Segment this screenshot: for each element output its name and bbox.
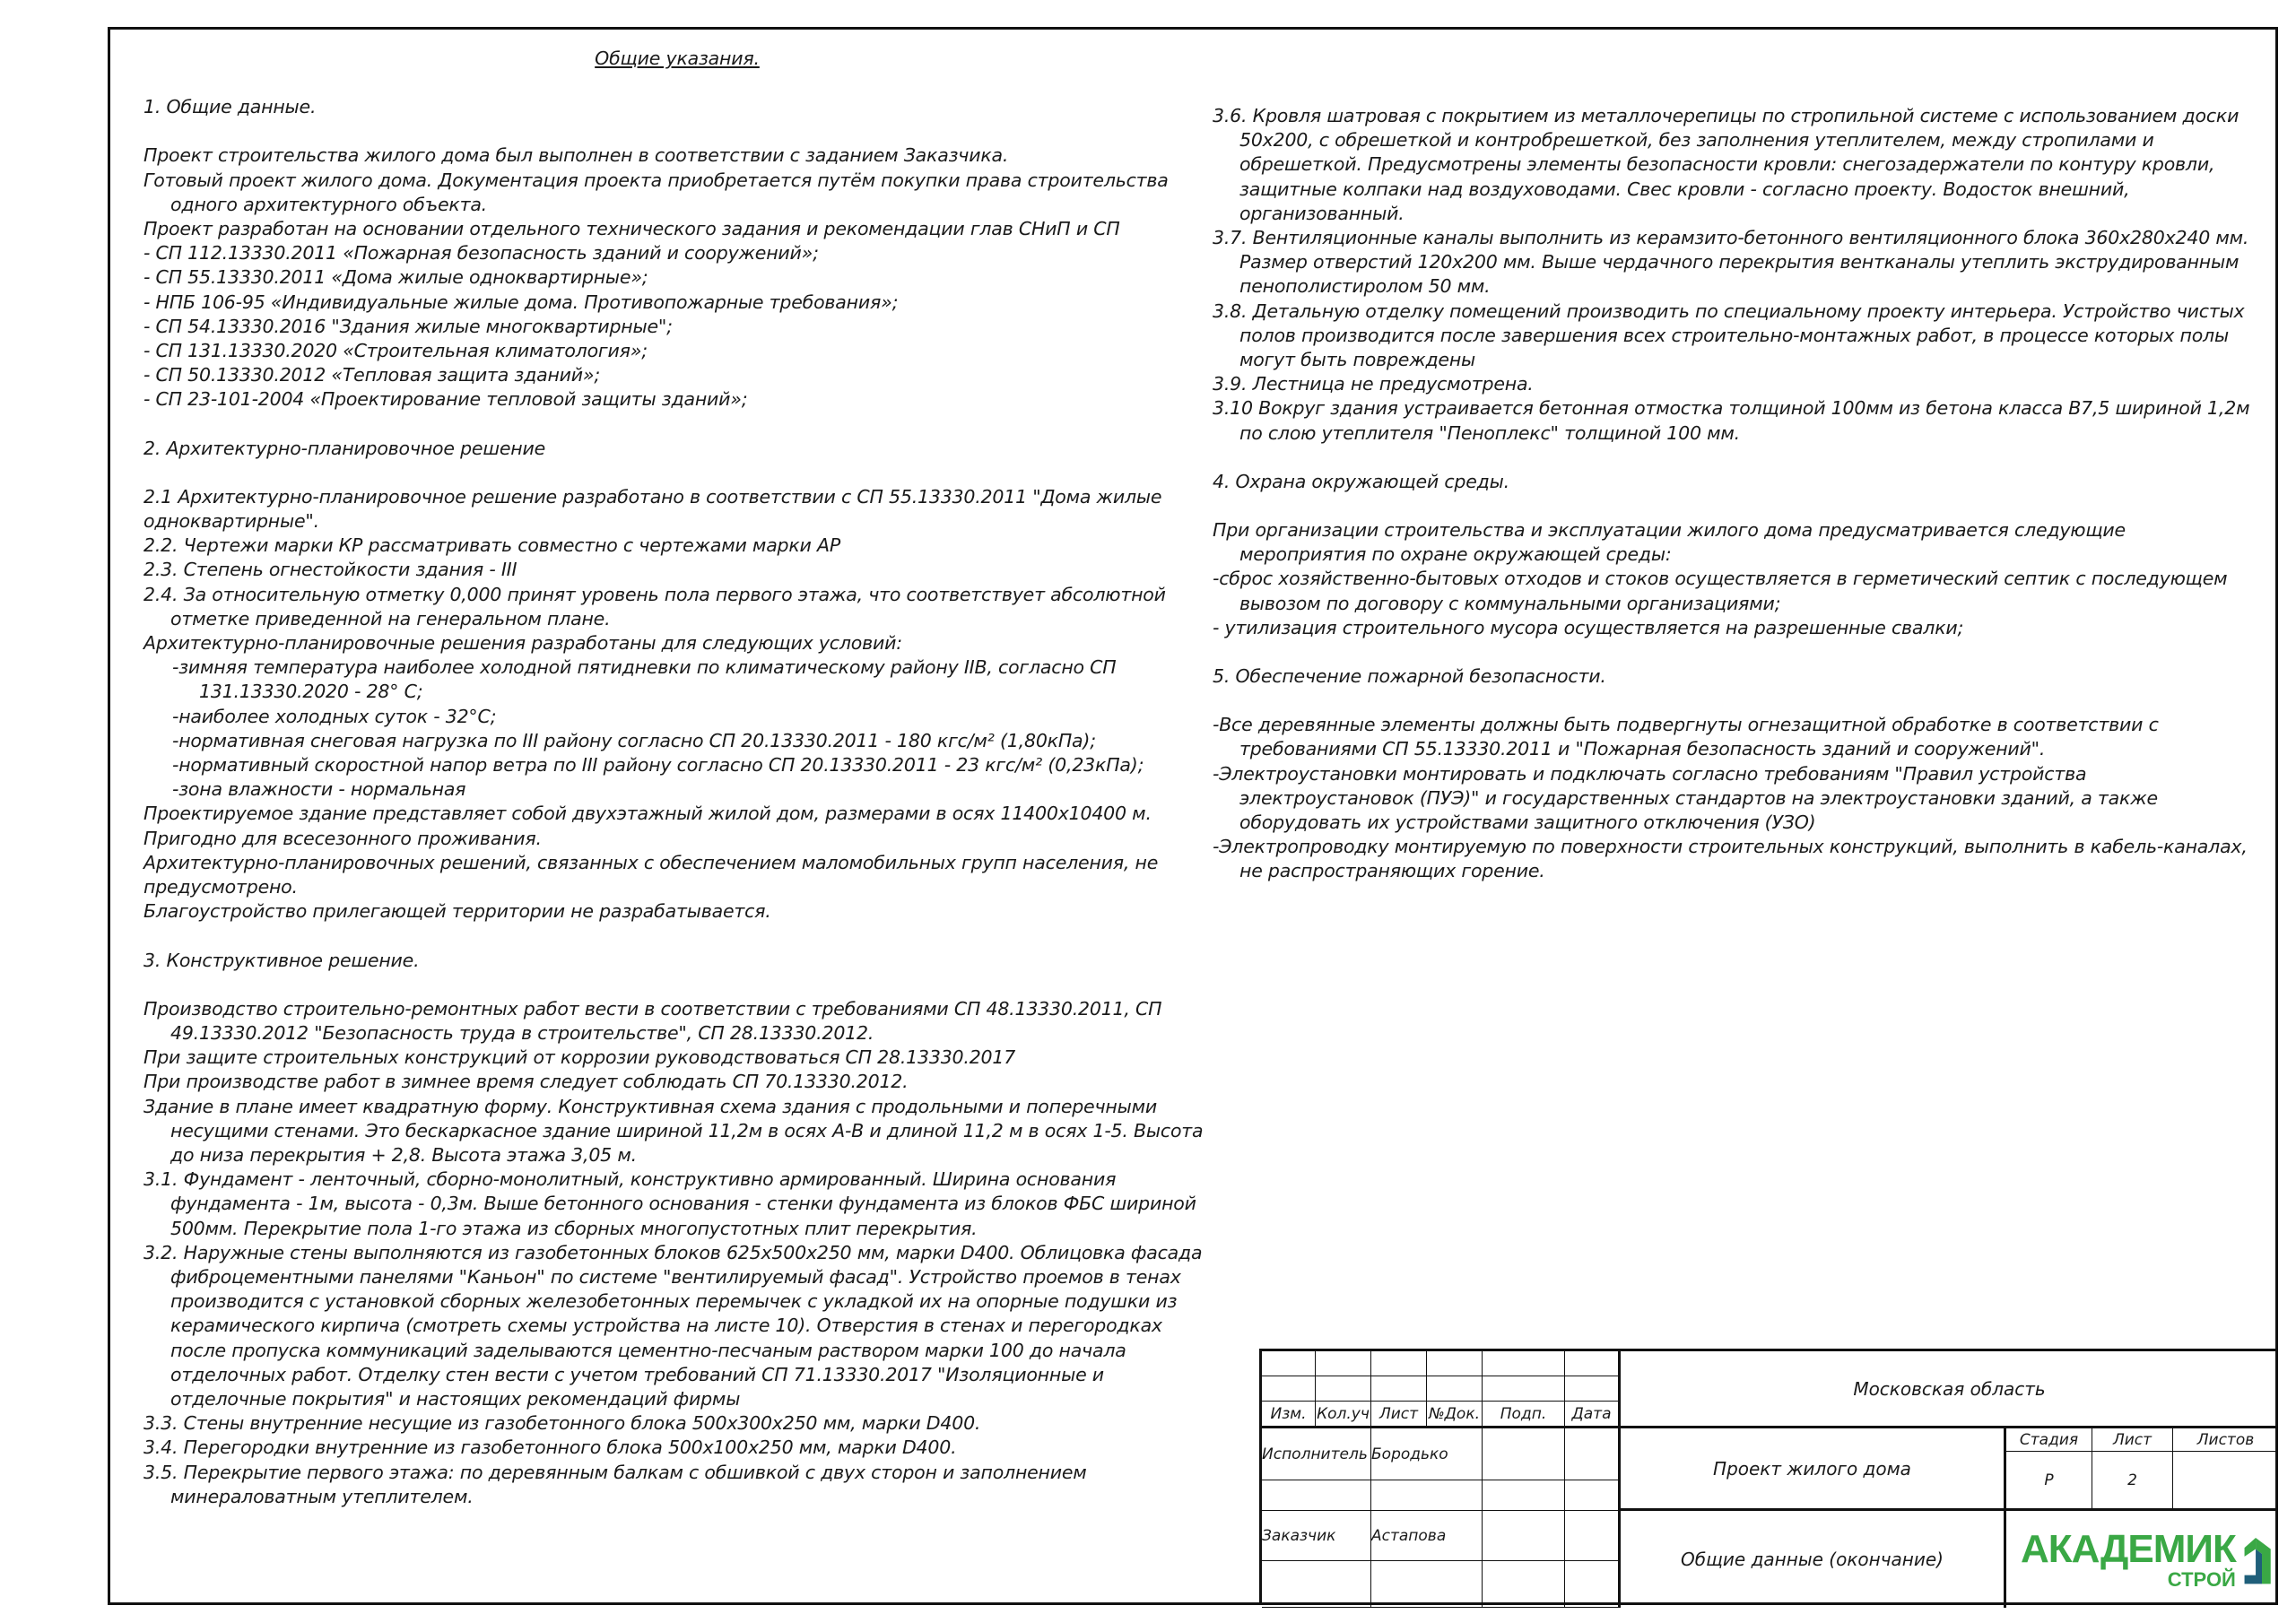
text-line: Производство строительно-ремонтных работ вести в соответствии с требованиями СП 48.13330.2011, СП 49.13330.2012 "Безопасность труда в строительстве", СП 28.13330.2012.	[144, 997, 1162, 1044]
text-line: 4. Охрана окружающей среды.	[1213, 470, 1509, 492]
executor-name: Бородько	[1371, 1428, 1483, 1480]
text-line: Готовый проект жилого дома. Документация проекта приобретается путём покупки права строительства одного архитектурного объекта.	[144, 169, 1169, 215]
text-line: Проект разработан на основании отдельного технического задания и рекомендации глав СНиП и СП	[144, 218, 1120, 240]
left-text-column	[144, 47, 1211, 1509]
region-cell: Московская область	[1621, 1351, 2278, 1428]
paragraph-gap	[144, 973, 1211, 997]
paragraph-gap	[1213, 640, 2253, 664]
grid-cell	[1371, 1480, 1483, 1511]
paragraph-gap	[144, 71, 1211, 95]
grid-cell	[1565, 1511, 1621, 1561]
paragraph-gap	[144, 412, 1211, 437]
text-line: При организации строительства и эксплуатации жилого дома предусматривается следующие мероприятия по охране окружающей среды:	[1213, 519, 2126, 566]
paragraph-gap	[144, 119, 1211, 143]
col-header-change: Изм.	[1262, 1402, 1316, 1428]
text-line: -зимняя температура наиболее холодной пятидневки по климатическому району IIВ, согласно СП 131.13330.2020 - 28° С;	[172, 656, 1117, 703]
text-line: -нормативная снеговая нагрузка по III району согласно СП 20.13330.2011 - 180 кгс/м² (1,80кПа);	[172, 729, 1096, 751]
text-line: Благоустройство прилегающей территории не разрабатывается.	[144, 900, 771, 923]
text-line: - НПБ 106-95 «Индивидуальные жилые дома. Противопожарные требования»;	[144, 291, 899, 313]
stage-value: Р	[2006, 1452, 2092, 1511]
sheet-label: Лист	[2092, 1428, 2173, 1452]
col-header-date: Дата	[1565, 1402, 1621, 1428]
grid-cell	[1483, 1428, 1565, 1480]
right-text-column	[1213, 104, 2253, 884]
grid-cell	[1262, 1480, 1371, 1511]
text-line: - СП 50.13330.2012 «Тепловая защита зданий»;	[144, 364, 601, 386]
logo-text-sub: СТРОЙ	[2167, 1568, 2236, 1591]
grid-cell	[1427, 1351, 1483, 1376]
grid-cell	[1371, 1376, 1427, 1402]
grid-cell	[1262, 1561, 1371, 1608]
text-line: - СП 54.13330.2016 "Здания жилые многоквартирные";	[144, 315, 673, 337]
logo-text-main: АКАДЕМИК	[2021, 1527, 2236, 1571]
project-name: Проект жилого дома	[1621, 1428, 2006, 1511]
logo-building-icon	[2239, 1524, 2272, 1596]
grid-cell	[1262, 1351, 1316, 1376]
grid-cell	[1565, 1351, 1621, 1376]
sheets-label: Листов	[2173, 1428, 2278, 1452]
text-line: 2.1 Архитектурно-планировочное решение разработано в соответствии с СП 55.13330.2011 "Дома жилые одноквартирные".	[144, 485, 1162, 533]
grid-cell	[1262, 1376, 1316, 1402]
col-header-doc: №Док.	[1427, 1402, 1483, 1428]
col-header-sheet: Лист	[1371, 1402, 1427, 1428]
paragraph-gap	[1213, 494, 2253, 518]
text-line: - СП 131.13330.2020 «Строительная климатология»;	[144, 340, 648, 362]
text-line: 5. Обеспечение пожарной безопасности.	[1213, 665, 1606, 688]
text-line: Здание в плане имеет квадратную форму. Конструктивная схема здания с продольными и поперечными несущими стенами. Это бескаркасное здание шириной 11,2м в осях А-В и длиной 11,2 м в осях 1-5. Высота до низа перекрытия + 2,8. Высота этажа 3,05 м.	[144, 1095, 1204, 1166]
grid-cell	[1483, 1376, 1565, 1402]
grid-cell	[1565, 1376, 1621, 1402]
grid-cell	[1565, 1480, 1621, 1511]
text-line: 2. Архитектурно-планировочное решение	[144, 437, 546, 459]
text-line: 3.9. Лестница не предусмотрена.	[1213, 373, 1534, 395]
grid-cell	[1316, 1351, 1371, 1376]
text-line: При производстве работ в зимнее время следует соблюдать СП 70.13330.2012.	[144, 1071, 909, 1093]
text-line: 3.8. Детальную отделку помещений производить по специальному проекту интерьера. Устройство чистых полов производится после завершения всех строительно-монтажных работ, в процессе которых полы могут быть повреждены	[1213, 299, 2245, 371]
text-line: 3.2. Наружные стены выполняются из газобетонных блоков 625х500х250 мм, марки D400. Облицовка фасада фиброцементными панелями "Каньон" по системе "вентилируемый фасад". Устройство проемов в тенах производится с установкой сборных железобетонных перемычек с укладкой их на опорные подушки из керамического кирпича (смотреть схемы устройства на листе 10). Отверстия в стенах и перегородках после пропуска коммуникаций заделываются цементно-песчаным раствором марки 100 до начала отделочных работ. Отделку стен вести с учетом требований СП 71.13330.2017 "Изоляционные и отделочные покрытия" и настоящих рекомендаций фирмы	[144, 1241, 1203, 1410]
company-logo	[2021, 1518, 2272, 1602]
text-line: 3.4. Перегородки внутренние из газобетонного блока 500х100х250 мм, марки D400.	[144, 1436, 957, 1459]
customer-name: Астапова	[1371, 1511, 1483, 1561]
text-line: - СП 112.13330.2011 «Пожарная безопасность зданий и сооружений»;	[144, 242, 819, 265]
text-line: 3.6. Кровля шатровая с покрытием из металлочерепицы по стропильной системе с использованием доски 50х200, с обрешеткой и контробрешеткой, без заполнения утеплителем, между стропилами и обрешеткой. Предусмотрены элементы безопасности кровли: снегозадержатели по контуру кровли, защитные колпаки над воздуховодами. Свес кровли - согласно проекту. Водосток внешний, организованный.	[1213, 105, 2239, 224]
text-line: -Все деревянные элементы должны быть подвергнуты огнезащитной обработке в соответствии с требованиями СП 55.13330.2011 и "Пожарная безопасность зданий и сооружений".	[1213, 714, 2159, 760]
sheet-title: Общие данные (окончание)	[1621, 1511, 2006, 1608]
text-line: 3. Конструктивное решение.	[144, 949, 420, 971]
customer-label: Заказчик	[1262, 1511, 1371, 1561]
text-line: -сброс хозяйственно-бытовых отходов и стоков осуществляется в герметический септик с последующем вывозом по договору с коммунальными организациями;	[1213, 568, 2228, 614]
executor-label: Исполнитель	[1262, 1428, 1371, 1480]
text-line: - СП 55.13330.2011 «Дома жилые одноквартирные»;	[144, 266, 648, 289]
text-line: 2.3. Степень огнестойкости здания - III	[144, 559, 517, 581]
sheet-value: 2	[2092, 1452, 2173, 1511]
text-line: 2.2. Чертежи марки КР рассматривать совместно с чертежами марки АР	[144, 534, 840, 557]
text-line: -зона влажности - нормальная	[172, 778, 466, 801]
col-header-count: Кол.уч	[1316, 1402, 1371, 1428]
page-heading: Общие указания.	[595, 48, 760, 69]
text-line: 1. Общие данные.	[144, 96, 317, 118]
paragraph-gap	[1213, 446, 2253, 470]
grid-cell	[1316, 1376, 1371, 1402]
grid-cell	[1427, 1376, 1483, 1402]
grid-cell	[1371, 1351, 1427, 1376]
text-line: 3.10 Вокруг здания устраивается бетонная отмостка толщиной 100мм из бетона класса В7,5 шириной 1,2м по слою утеплителя "Пеноплекс" толщиной 100 мм.	[1213, 397, 2250, 444]
grid-cell	[1565, 1561, 1621, 1608]
text-line: 3.5. Перекрытие первого этажа: по деревянным балкам с обшивкой с двух сторон и заполнением минераловатным утеплителем.	[144, 1461, 1087, 1507]
text-line: -нормативный скоростной напор ветра по III району согласно СП 20.13330.2011 - 23 кгс/м² (0,23кПа);	[172, 754, 1144, 777]
grid-cell	[1483, 1561, 1565, 1608]
text-line: Проектируемое здание представляет собой двухэтажный жилой дом, размерами в осях 11400х10400 м. Пригодно для всесезонного проживания.	[144, 803, 1152, 849]
text-line: -Электропроводку монтируемую по поверхности строительных конструкций, выполнить в кабель-каналах, не распространяющих горение.	[1213, 836, 2248, 882]
paragraph-gap	[144, 924, 1211, 949]
grid-cell	[1371, 1561, 1483, 1608]
grid-cell	[1483, 1351, 1565, 1376]
text-line: - утилизация строительного мусора осуществляется на разрешенные свалки;	[1213, 616, 1964, 638]
grid-cell	[1565, 1428, 1621, 1480]
col-header-sign: Подп.	[1483, 1402, 1565, 1428]
stage-label: Стадия	[2006, 1428, 2092, 1452]
text-line: 3.3. Стены внутренние несущие из газобетонного блока 500х300х250 мм, марки D400.	[144, 1412, 981, 1435]
text-line: -наиболее холодных суток - 32°С;	[172, 705, 497, 727]
text-line: При защите строительных конструкций от коррозии руководствоваться СП 28.13330.2017	[144, 1046, 1016, 1069]
text-line: Проект строительства жилого дома был выполнен в соответствии с заданием Заказчика.	[144, 144, 1009, 167]
text-line: 2.4. За относительную отметку 0,000 принят уровень пола первого этажа, что соответствует абсолютной отметке приведенной на генеральном плане.	[144, 583, 1166, 629]
paragraph-gap	[144, 461, 1211, 485]
text-line: Архитектурно-планировочных решений, связанных с обеспечением маломобильных групп населения, не предусмотрено.	[144, 851, 1159, 898]
title-block	[1259, 1349, 2278, 1605]
text-line: 3.1. Фундамент - ленточный, сборно-монолитный, конструктивно армированный. Ширина основания фундамента - 1м, высота - 0,3м. Выше бетонного основания - стенки фундамента из блоков ФБС шириной 500мм. Перекрытие пола 1-го этажа из сборных многопустотных плит перекрытия.	[144, 1168, 1196, 1239]
paragraph-gap	[1213, 689, 2253, 713]
sheets-value	[2173, 1452, 2278, 1511]
text-line: 3.7. Вентиляционные каналы выполнить из керамзито-бетонного вентиляционного блока 360х280х240 мм. Размер отверстий 120х200 мм. Выше чердачного перекрытия вентканалы утеплить экструдированным пенополистиролом 50 мм.	[1213, 227, 2249, 298]
grid-cell	[1483, 1480, 1565, 1511]
text-line: -Электроустановки монтировать и подключать согласно требованиям "Правил устройства электроустановок (ПУЭ)" и государственных стандартов на электроустановки зданий, а также оборудовать их устройствами защитного отключения (УЗО)	[1213, 762, 2158, 834]
text-line: Архитектурно-планировочные решения разработаны для следующих условий:	[144, 632, 902, 655]
text-line: - СП 23-101-2004 «Проектирование тепловой защиты зданий»;	[144, 388, 748, 411]
grid-cell	[1483, 1511, 1565, 1561]
